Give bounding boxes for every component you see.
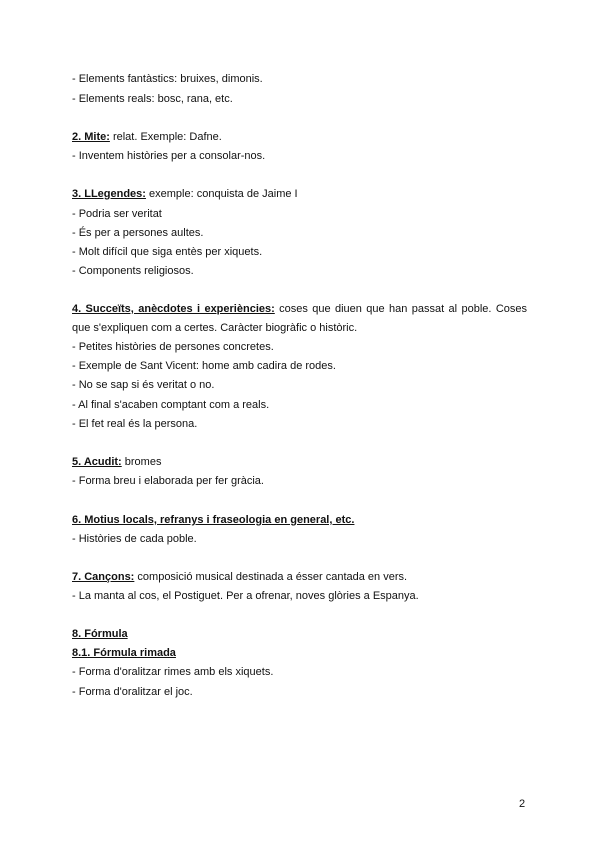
list-item: - Podria ser veritat — [72, 208, 162, 220]
section-llegendes — [72, 187, 298, 201]
section-cancons — [72, 570, 407, 584]
list-item: - Elements reals: bosc, rana, etc. — [72, 93, 233, 105]
section-heading: 5. Acudit: — [72, 456, 122, 468]
section-intro: exemple: conquista de Jaime I — [145, 188, 298, 200]
list-item: - La manta al cos, el Postiguet. Per a ofrenar, noves glòries a Espanya. — [72, 590, 419, 602]
list-item: - El fet real és la persona. — [72, 418, 198, 430]
section-heading: 6. Motius locals, refranys i fraseologia en general, etc. — [72, 514, 355, 526]
section-intro: composició musical destinada a ésser cantada en vers. — [134, 571, 408, 583]
section-motius-locals — [72, 513, 354, 527]
list-item: - Molt difícil que siga entès per xiquets. — [72, 246, 263, 258]
section-heading: 2. Mite: — [72, 131, 110, 143]
section-heading: 7. Cançons: — [72, 571, 135, 583]
list-item: - Històries de cada poble. — [72, 533, 197, 545]
section-succeits — [72, 302, 527, 316]
section-heading: 8. Fórmula — [72, 628, 128, 640]
list-item: - És per a persones aultes. — [72, 227, 204, 239]
subsection-heading: 8.1. Fórmula rimada — [72, 647, 176, 659]
list-item: - Forma breu i elaborada per fer gràcia. — [72, 475, 264, 487]
section-heading: 4. Succeïts, anècdotes i experiències: — [72, 303, 275, 315]
list-item: - Inventem històries per a consolar-nos. — [72, 150, 266, 162]
section-intro: coses que diuen que han passat al poble. Coses — [274, 303, 528, 315]
page-number: 2 — [519, 798, 526, 810]
list-item: - Petites històries de persones concretes. — [72, 341, 274, 353]
list-item: - Components religiosos. — [72, 265, 194, 277]
section-intro: relat. Exemple: Dafne. — [109, 131, 222, 143]
section-formula-rimada — [72, 646, 176, 660]
section-heading: 3. LLegendes: — [72, 188, 146, 200]
section-mite — [72, 130, 222, 144]
list-item: - Elements fantàstics: bruixes, dimonis. — [72, 73, 263, 85]
list-item: - Exemple de Sant Vicent: home amb cadira de rodes. — [72, 360, 336, 372]
section-intro: bromes — [121, 456, 162, 468]
section-intro-continued: que s'expliquen com a certes. Caràcter biogràfic o històric. — [72, 322, 358, 334]
list-item: - Forma d'oralitzar el joc. — [72, 686, 193, 698]
section-formula — [72, 627, 128, 641]
section-acudit — [72, 455, 161, 469]
list-item: - Al final s'acaben comptant com a reals. — [72, 399, 270, 411]
list-item: - No se sap si és veritat o no. — [72, 379, 215, 391]
list-item: - Forma d'oralitzar rimes amb els xiquets. — [72, 666, 274, 678]
